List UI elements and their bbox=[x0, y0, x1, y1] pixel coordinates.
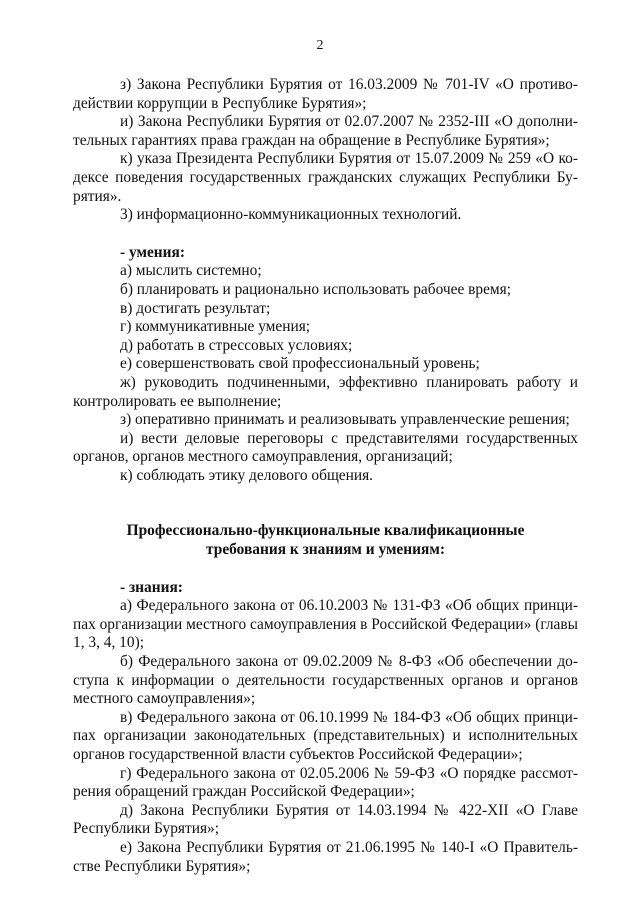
knowledge-item: е) Закона Республики Бурятия от 21.06.1995 № 140-I «О Правительстве Республики Бурятия»; bbox=[73, 838, 578, 875]
knowledge-item: а) Федерального закона от 06.10.2003 № 131-ФЗ «Об общих принципах организации местного самоуправления в Российской Федерации» (главы 1, 3, 4, 10); bbox=[73, 597, 578, 652]
skill-item: и) вести деловые переговоры с представителями государственных органов, органов местного самоуправления, организаций; bbox=[73, 429, 578, 466]
skill-item: е) совершенствовать свой профессиональный уровень; bbox=[120, 355, 480, 373]
law-item-i: и) Закона Республики Бурятия от 02.07.2007 № 2352-III «О дополнительных гарантиях права граждан на обращение в Республике Бурятия»; bbox=[73, 113, 578, 149]
section-title-line-1: Профессионально-функциональные квалификационные bbox=[126, 522, 525, 540]
knowledge-item: д) Закона Республики Бурятия от 14.03.1994 № 422-XII «О Главе Республики Бурятия»; bbox=[73, 801, 578, 838]
knowledge-heading: - знания: bbox=[120, 578, 183, 596]
skill-item: г) коммуникативные умения; bbox=[120, 318, 311, 336]
spacer bbox=[73, 485, 578, 522]
spacer bbox=[73, 560, 578, 579]
page-number: 2 bbox=[316, 38, 324, 53]
skill-item: в) достигать результат; bbox=[120, 299, 271, 317]
skills-heading: - умения: bbox=[120, 243, 185, 261]
skill-item: з) оперативно принимать и реализовывать управленческие решения; bbox=[120, 411, 570, 429]
section-title-line-2: требования к знаниям и умениям: bbox=[206, 541, 445, 559]
skill-item: д) работать в стрессовых условиях; bbox=[120, 336, 353, 354]
ict-item: 3) информационно-коммуникационных технологий. bbox=[120, 206, 462, 224]
law-item-k: к) указа Президента Республики Бурятия от 15.07.2009 № 259 «О кодексе поведения государственных гражданских служащих Республики Бурятия». bbox=[73, 150, 578, 205]
skill-item: а) мыслить системно; bbox=[120, 262, 262, 280]
skill-item: ж) руководить подчиненными, эффективно планировать работу и контролировать ее выполнение; bbox=[73, 373, 578, 410]
knowledge-item: в) Федерального закона от 06.10.1999 № 184-ФЗ «Об общих принципах организации законодательных (представительных) и исполнительных органов государственной власти субъектов Российской Федерации»; bbox=[73, 708, 578, 763]
skill-item: б) планировать и рационально использовать рабочее время; bbox=[120, 280, 512, 298]
knowledge-item: б) Федерального закона от 09.02.2009 № 8-ФЗ «Об обеспечении доступа к информации о деятельности государственных органов и органов местного самоуправления»; bbox=[73, 653, 578, 708]
spacer bbox=[73, 225, 578, 244]
page-body bbox=[73, 76, 578, 876]
knowledge-item: г) Федерального закона от 02.05.2006 № 59-ФЗ «О порядке рассмотрения обращений граждан Российской Федерации»; bbox=[73, 764, 578, 801]
skill-item: к) соблюдать этику делового общения. bbox=[120, 466, 374, 484]
law-item-z: з) Закона Республики Бурятия от 16.03.2009 № 701-IV «О противодействии коррупции в Республике Бурятия»; bbox=[73, 76, 578, 112]
